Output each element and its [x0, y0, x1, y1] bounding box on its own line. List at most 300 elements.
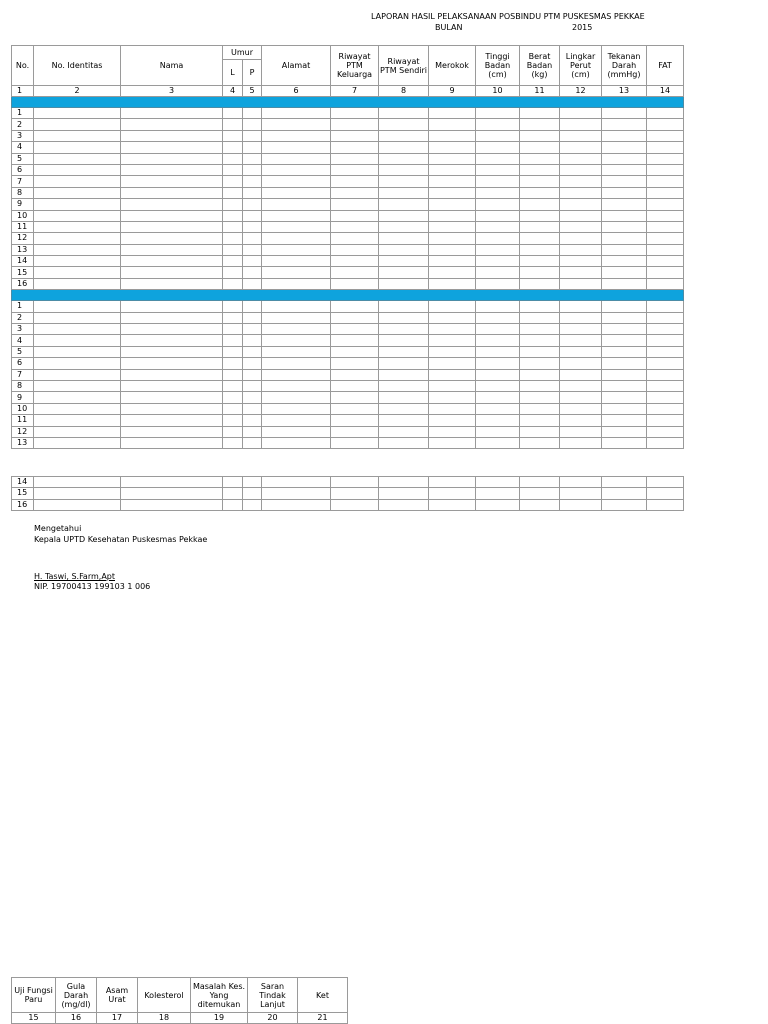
- table-row: [12, 346, 684, 357]
- column-number: 1: [12, 86, 34, 97]
- empty-cell: [223, 176, 243, 187]
- empty-cell: [560, 199, 602, 210]
- column-number: 14: [647, 86, 684, 97]
- extra-column-number: 21: [298, 1013, 348, 1024]
- empty-cell: [331, 176, 379, 187]
- row-number: 8: [12, 187, 34, 198]
- empty-cell: [647, 403, 684, 414]
- column-number: 7: [331, 86, 379, 97]
- row-number: 4: [12, 142, 34, 153]
- empty-cell: [331, 130, 379, 141]
- empty-cell: [121, 312, 223, 323]
- empty-cell: [429, 426, 476, 437]
- empty-cell: [476, 233, 520, 244]
- empty-cell: [429, 176, 476, 187]
- empty-cell: [602, 392, 647, 403]
- empty-cell: [602, 488, 647, 499]
- empty-cell: [331, 164, 379, 175]
- empty-cell: [262, 244, 331, 255]
- empty-cell: [243, 278, 262, 289]
- empty-cell: [262, 499, 331, 510]
- empty-cell: [647, 499, 684, 510]
- empty-cell: [243, 176, 262, 187]
- empty-cell: [331, 267, 379, 278]
- empty-cell: [520, 415, 560, 426]
- empty-cell: [560, 415, 602, 426]
- empty-cell: [262, 312, 331, 323]
- empty-cell: [520, 324, 560, 335]
- empty-cell: [331, 499, 379, 510]
- empty-cell: [647, 119, 684, 130]
- empty-cell: [243, 403, 262, 414]
- column-number: 8: [379, 86, 429, 97]
- empty-cell: [243, 164, 262, 175]
- empty-cell: [34, 119, 121, 130]
- empty-cell: [647, 256, 684, 267]
- empty-cell: [262, 142, 331, 153]
- empty-cell: [560, 256, 602, 267]
- table-row: [12, 312, 684, 323]
- empty-cell: [379, 392, 429, 403]
- empty-cell: [379, 335, 429, 346]
- empty-cell: [331, 335, 379, 346]
- header-riwayat-keluarga: Riwayat PTM Keluarga: [331, 46, 379, 86]
- empty-cell: [331, 119, 379, 130]
- empty-cell: [379, 312, 429, 323]
- empty-cell: [560, 108, 602, 119]
- empty-cell: [262, 119, 331, 130]
- empty-cell: [520, 244, 560, 255]
- empty-cell: [476, 119, 520, 130]
- empty-cell: [647, 278, 684, 289]
- empty-cell: [34, 335, 121, 346]
- empty-cell: [34, 221, 121, 232]
- section-band: [12, 97, 684, 108]
- screening-table: [11, 45, 684, 449]
- column-number-row: [12, 86, 684, 97]
- empty-cell: [223, 380, 243, 391]
- empty-cell: [602, 426, 647, 437]
- empty-cell: [520, 164, 560, 175]
- table-row: [12, 380, 684, 391]
- empty-cell: [223, 403, 243, 414]
- table-group-2: [12, 301, 684, 449]
- empty-cell: [121, 164, 223, 175]
- empty-cell: [602, 437, 647, 448]
- row-number: 5: [12, 153, 34, 164]
- empty-cell: [602, 244, 647, 255]
- empty-cell: [34, 312, 121, 323]
- empty-cell: [560, 488, 602, 499]
- empty-cell: [602, 221, 647, 232]
- empty-cell: [602, 415, 647, 426]
- extra-column-number: 19: [191, 1013, 248, 1024]
- empty-cell: [34, 108, 121, 119]
- empty-cell: [647, 108, 684, 119]
- empty-cell: [379, 278, 429, 289]
- empty-cell: [121, 380, 223, 391]
- empty-cell: [560, 176, 602, 187]
- empty-cell: [560, 499, 602, 510]
- empty-cell: [379, 142, 429, 153]
- empty-cell: [243, 221, 262, 232]
- table-row: [12, 244, 684, 255]
- empty-cell: [121, 142, 223, 153]
- empty-cell: [34, 164, 121, 175]
- empty-cell: [520, 176, 560, 187]
- table-row: [12, 164, 684, 175]
- empty-cell: [262, 256, 331, 267]
- empty-cell: [34, 256, 121, 267]
- empty-cell: [429, 108, 476, 119]
- empty-cell: [34, 426, 121, 437]
- empty-cell: [647, 176, 684, 187]
- empty-cell: [476, 477, 520, 488]
- table-row: [12, 256, 684, 267]
- empty-cell: [243, 488, 262, 499]
- empty-cell: [262, 210, 331, 221]
- empty-cell: [476, 164, 520, 175]
- empty-cell: [262, 187, 331, 198]
- row-number: 9: [12, 199, 34, 210]
- empty-cell: [602, 335, 647, 346]
- empty-cell: [602, 153, 647, 164]
- empty-cell: [476, 130, 520, 141]
- table-row: [12, 369, 684, 380]
- empty-cell: [243, 335, 262, 346]
- empty-cell: [379, 164, 429, 175]
- empty-cell: [429, 477, 476, 488]
- empty-cell: [331, 221, 379, 232]
- row-number: 7: [12, 369, 34, 380]
- empty-cell: [476, 403, 520, 414]
- empty-cell: [602, 267, 647, 278]
- row-number: 14: [12, 256, 34, 267]
- empty-cell: [34, 477, 121, 488]
- empty-cell: [379, 233, 429, 244]
- empty-cell: [379, 108, 429, 119]
- empty-cell: [262, 346, 331, 357]
- header-umur-p: P: [243, 60, 262, 86]
- empty-cell: [560, 187, 602, 198]
- empty-cell: [243, 256, 262, 267]
- empty-cell: [602, 499, 647, 510]
- empty-cell: [476, 415, 520, 426]
- table-row: [12, 130, 684, 141]
- empty-cell: [602, 477, 647, 488]
- row-number: 2: [12, 312, 34, 323]
- empty-cell: [262, 403, 331, 414]
- empty-cell: [121, 369, 223, 380]
- empty-cell: [262, 358, 331, 369]
- empty-cell: [379, 324, 429, 335]
- empty-cell: [121, 108, 223, 119]
- empty-cell: [647, 233, 684, 244]
- empty-cell: [520, 142, 560, 153]
- empty-cell: [520, 187, 560, 198]
- empty-cell: [560, 130, 602, 141]
- section-band-cell: [12, 290, 684, 301]
- row-number: 6: [12, 164, 34, 175]
- row-number: 1: [12, 301, 34, 312]
- header-nama: Nama: [121, 46, 223, 86]
- empty-cell: [34, 199, 121, 210]
- empty-cell: [429, 233, 476, 244]
- empty-cell: [602, 187, 647, 198]
- empty-cell: [647, 346, 684, 357]
- empty-cell: [520, 256, 560, 267]
- empty-cell: [647, 415, 684, 426]
- row-number: 10: [12, 210, 34, 221]
- empty-cell: [262, 176, 331, 187]
- empty-cell: [34, 233, 121, 244]
- empty-cell: [647, 437, 684, 448]
- extra-column-number: 15: [12, 1013, 56, 1024]
- empty-cell: [34, 488, 121, 499]
- empty-cell: [243, 346, 262, 357]
- empty-cell: [223, 199, 243, 210]
- empty-cell: [223, 358, 243, 369]
- row-number: 1: [12, 108, 34, 119]
- empty-cell: [121, 488, 223, 499]
- empty-cell: [560, 335, 602, 346]
- empty-cell: [429, 221, 476, 232]
- extra-header: Kolesterol: [138, 978, 191, 1013]
- row-number: 13: [12, 437, 34, 448]
- empty-cell: [560, 267, 602, 278]
- empty-cell: [647, 324, 684, 335]
- empty-cell: [602, 324, 647, 335]
- empty-cell: [602, 119, 647, 130]
- empty-cell: [223, 477, 243, 488]
- empty-cell: [262, 392, 331, 403]
- empty-cell: [647, 488, 684, 499]
- empty-cell: [262, 415, 331, 426]
- empty-cell: [602, 108, 647, 119]
- empty-cell: [34, 301, 121, 312]
- empty-cell: [34, 380, 121, 391]
- empty-cell: [331, 392, 379, 403]
- empty-cell: [223, 267, 243, 278]
- empty-cell: [331, 244, 379, 255]
- empty-cell: [379, 199, 429, 210]
- empty-cell: [34, 176, 121, 187]
- empty-cell: [121, 392, 223, 403]
- empty-cell: [262, 335, 331, 346]
- empty-cell: [243, 380, 262, 391]
- empty-cell: [121, 221, 223, 232]
- row-number: 13: [12, 244, 34, 255]
- empty-cell: [121, 278, 223, 289]
- empty-cell: [331, 142, 379, 153]
- empty-cell: [520, 358, 560, 369]
- empty-cell: [243, 233, 262, 244]
- empty-cell: [476, 199, 520, 210]
- empty-cell: [121, 256, 223, 267]
- empty-cell: [34, 153, 121, 164]
- row-number: 12: [12, 426, 34, 437]
- empty-cell: [476, 187, 520, 198]
- row-number: 4: [12, 335, 34, 346]
- empty-cell: [560, 153, 602, 164]
- empty-cell: [223, 426, 243, 437]
- table-row: [12, 267, 684, 278]
- empty-cell: [476, 176, 520, 187]
- empty-cell: [647, 199, 684, 210]
- table-row: [12, 199, 684, 210]
- header-identitas: No. Identitas: [34, 46, 121, 86]
- header-umur: Umur: [223, 46, 262, 60]
- empty-cell: [476, 369, 520, 380]
- empty-cell: [602, 210, 647, 221]
- column-number: 11: [520, 86, 560, 97]
- empty-cell: [476, 142, 520, 153]
- empty-cell: [520, 477, 560, 488]
- empty-cell: [476, 278, 520, 289]
- empty-cell: [429, 164, 476, 175]
- empty-cell: [429, 346, 476, 357]
- additional-checks-table: [11, 977, 348, 1024]
- empty-cell: [476, 488, 520, 499]
- empty-cell: [429, 210, 476, 221]
- empty-cell: [243, 210, 262, 221]
- empty-cell: [223, 369, 243, 380]
- empty-cell: [262, 426, 331, 437]
- empty-cell: [243, 324, 262, 335]
- empty-cell: [560, 233, 602, 244]
- empty-cell: [121, 176, 223, 187]
- signature-block: [34, 523, 208, 591]
- table-row: [12, 119, 684, 130]
- empty-cell: [331, 358, 379, 369]
- empty-cell: [520, 108, 560, 119]
- header-tinggi: Tinggi Badan (cm): [476, 46, 520, 86]
- extra-column-number: 16: [56, 1013, 97, 1024]
- empty-cell: [476, 335, 520, 346]
- empty-cell: [262, 233, 331, 244]
- table-row: [12, 335, 684, 346]
- column-number: 4: [223, 86, 243, 97]
- empty-cell: [429, 130, 476, 141]
- empty-cell: [429, 380, 476, 391]
- empty-cell: [429, 392, 476, 403]
- empty-cell: [560, 210, 602, 221]
- section-band: [12, 290, 684, 301]
- row-number: 15: [12, 267, 34, 278]
- row-number: 16: [12, 499, 34, 510]
- empty-cell: [243, 415, 262, 426]
- empty-cell: [429, 488, 476, 499]
- empty-cell: [476, 392, 520, 403]
- empty-cell: [520, 301, 560, 312]
- empty-cell: [647, 369, 684, 380]
- empty-cell: [520, 199, 560, 210]
- empty-cell: [647, 221, 684, 232]
- empty-cell: [262, 477, 331, 488]
- empty-cell: [647, 301, 684, 312]
- empty-cell: [476, 426, 520, 437]
- column-number: 10: [476, 86, 520, 97]
- empty-cell: [602, 142, 647, 153]
- row-number: 14: [12, 477, 34, 488]
- empty-cell: [647, 426, 684, 437]
- empty-cell: [223, 142, 243, 153]
- empty-cell: [121, 335, 223, 346]
- empty-cell: [262, 221, 331, 232]
- column-number: 2: [34, 86, 121, 97]
- empty-cell: [331, 108, 379, 119]
- empty-cell: [331, 403, 379, 414]
- empty-cell: [429, 369, 476, 380]
- table-row: [12, 426, 684, 437]
- empty-cell: [121, 267, 223, 278]
- empty-cell: [262, 437, 331, 448]
- extra-header: Masalah Kes. Yang ditemukan: [191, 978, 248, 1013]
- empty-cell: [560, 324, 602, 335]
- empty-cell: [602, 369, 647, 380]
- table-group-continued: [12, 477, 684, 511]
- empty-cell: [223, 278, 243, 289]
- empty-cell: [560, 358, 602, 369]
- empty-cell: [34, 324, 121, 335]
- empty-cell: [560, 164, 602, 175]
- empty-cell: [476, 210, 520, 221]
- table-row: [12, 278, 684, 289]
- empty-cell: [429, 324, 476, 335]
- empty-cell: [560, 142, 602, 153]
- header-alamat: Alamat: [262, 46, 331, 86]
- empty-cell: [34, 346, 121, 357]
- empty-cell: [262, 164, 331, 175]
- header-no: No.: [12, 46, 34, 86]
- empty-cell: [476, 324, 520, 335]
- empty-cell: [560, 278, 602, 289]
- empty-cell: [379, 477, 429, 488]
- report-month-label: BULAN: [435, 23, 463, 32]
- empty-cell: [121, 499, 223, 510]
- header-riwayat-sendiri: Riwayat PTM Sendiri: [379, 46, 429, 86]
- empty-cell: [223, 488, 243, 499]
- empty-cell: [476, 437, 520, 448]
- empty-cell: [560, 301, 602, 312]
- empty-cell: [602, 130, 647, 141]
- table-row: [12, 221, 684, 232]
- empty-cell: [379, 358, 429, 369]
- empty-cell: [331, 153, 379, 164]
- row-number: 9: [12, 392, 34, 403]
- table-row: [12, 108, 684, 119]
- header-lingkar: Lingkar Perut (cm): [560, 46, 602, 86]
- empty-cell: [602, 312, 647, 323]
- empty-cell: [262, 130, 331, 141]
- empty-cell: [429, 153, 476, 164]
- table-row: [12, 301, 684, 312]
- empty-cell: [121, 153, 223, 164]
- empty-cell: [243, 499, 262, 510]
- empty-cell: [560, 312, 602, 323]
- table-row: [12, 324, 684, 335]
- empty-cell: [647, 335, 684, 346]
- signature-nip: NIP. 19700413 199103 1 006: [34, 582, 151, 591]
- empty-cell: [379, 244, 429, 255]
- empty-cell: [429, 244, 476, 255]
- extra-column-number: 20: [248, 1013, 298, 1024]
- signature-name: H. Taswi, S.Farm,Apt: [34, 572, 116, 581]
- empty-cell: [379, 256, 429, 267]
- empty-cell: [429, 358, 476, 369]
- empty-cell: [647, 477, 684, 488]
- empty-cell: [602, 403, 647, 414]
